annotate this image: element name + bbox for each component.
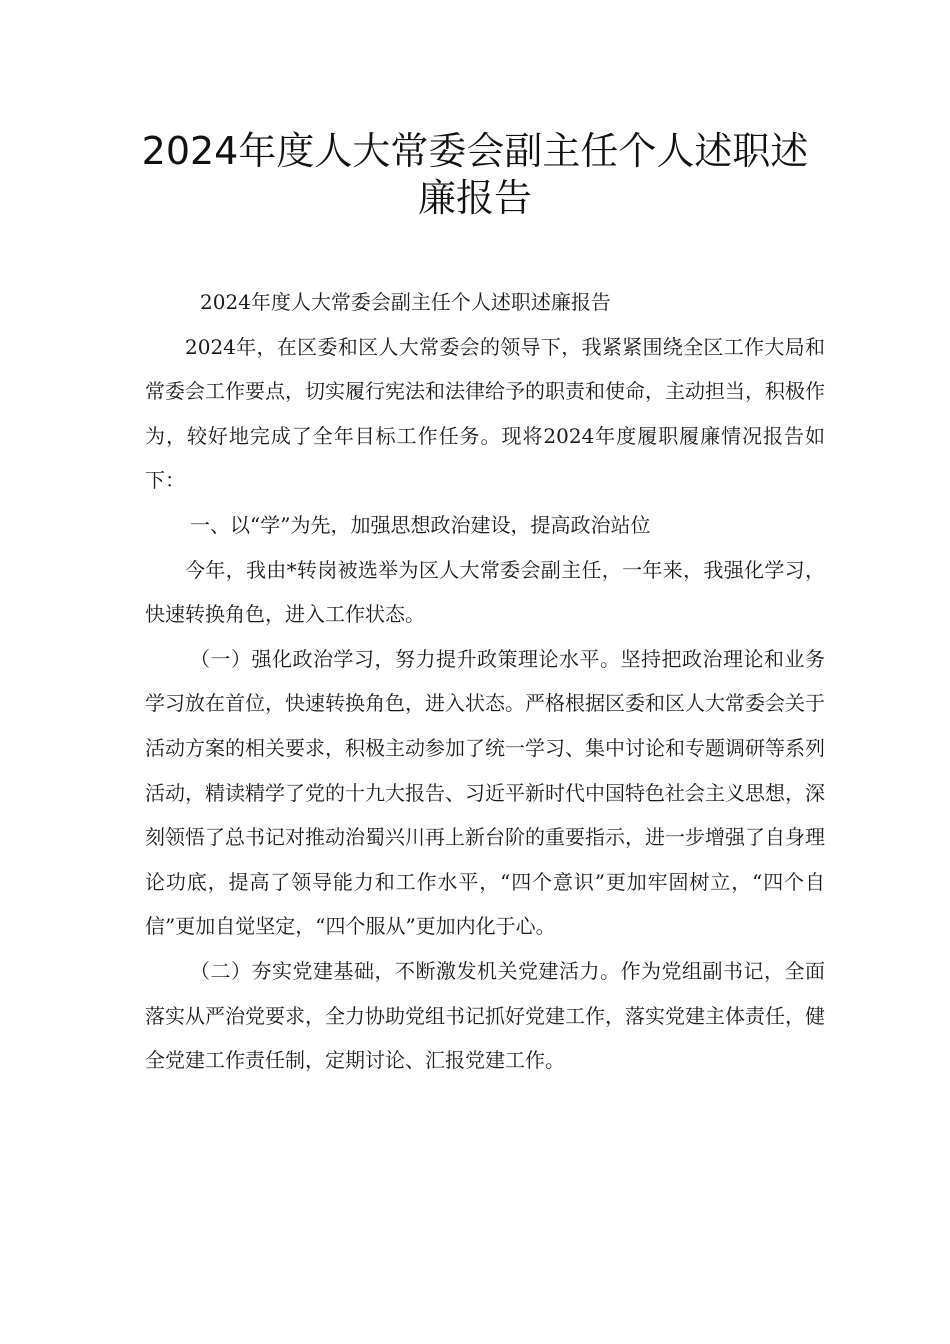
section-1-paragraph: 今年，我由*转岗被选举为区人大常委会副主任，一年来，我强化学习，快速转换角色，进入工作状态。 bbox=[145, 557, 825, 627]
subsection-2-paragraph: （二）夯实党建基础，不断激发机关党建活力。作为党组副书记，全面落实从严治党要求，全力协助党组书记抓好党建工作，落实党建主体责任，健全党建工作责任制，定期讨论、汇报党建工作。 bbox=[145, 958, 825, 1073]
document-body bbox=[145, 280, 825, 1083]
document-title-line-2: 廉报告 bbox=[417, 176, 532, 220]
document-title bbox=[120, 128, 830, 222]
document-title-line-1: 2024年度人大常委会副主任个人述职述 bbox=[141, 129, 809, 173]
section-1-heading: 一、以“学”为先，加强思想政治建设，提高政治站位 bbox=[190, 512, 651, 537]
intro-paragraph: 2024年，在区委和区人大常委会的领导下，我紧紧围绕全区工作大局和常委会工作要点，切实履行宪法和法律给予的职责和使命，主动担当，积极作为，较好地完成了全年目标工作任务。现将2024年度履职履廉情况报告如下： bbox=[145, 334, 825, 493]
document-subtitle: 2024年度人大常委会副主任个人述职述廉报告 bbox=[200, 290, 611, 314]
subsection-1-paragraph: （一）强化政治学习，努力提升政策理论水平。坚持把政治理论和业务学习放在首位，快速转换角色，进入状态。严格根据区委和区人大常委会关于活动方案的相关要求，积极主动参加了统一学习、集中讨论和专题调研等系列活动，精读精学了党的十九大报告、习近平新时代中国特色社会主义思想，深刻领悟了总书记对推动治蜀兴川再上新台阶的重要指示，进一步增强了自身理论功底，提高了领导能力和工作水平，“四个意识”更加牢固树立，“四个自信”更加自觉坚定，“四个服从”更加内化于心。 bbox=[145, 646, 825, 939]
